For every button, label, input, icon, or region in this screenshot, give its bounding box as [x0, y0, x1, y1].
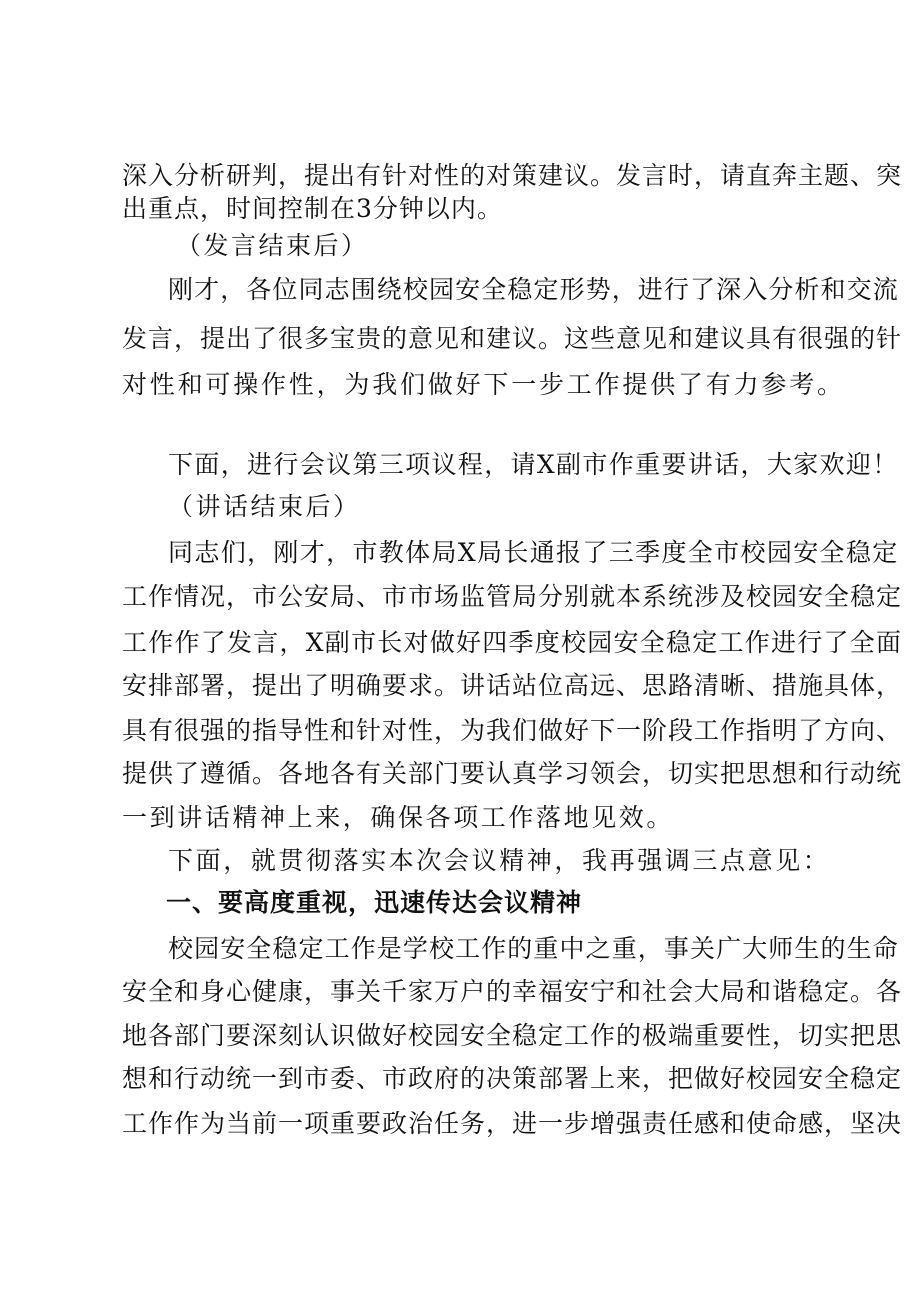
- paragraph-line: 对性和可操作性，为我们做好下一步工作提供了有力参考。: [122, 370, 845, 399]
- paragraph-line: 工作情况，市公安局、市市场监管局分别就本系统涉及校园安全稳定: [122, 582, 903, 611]
- paragraph-line: 想和行动统一到市委、市政府的决策部署上来，把做好校园安全稳定: [122, 1064, 903, 1093]
- paragraph-line: 刚才，各位同志围绕校园安全稳定形势，进行了深入分析和交流: [168, 275, 899, 304]
- section-heading: 一、要高度重视，迅速传达会议精神: [166, 888, 583, 917]
- paragraph-line: 出重点，时间控制在3分钟以内。: [122, 194, 503, 223]
- paragraph-line: 安全和身心健康，事关千家万户的幸福安宁和社会大局和谐稳定。各: [122, 977, 903, 1006]
- paragraph-line: 工作作了发言，X副市长对做好四季度校园安全稳定工作进行了全面: [122, 628, 903, 657]
- paragraph-line: 具有很强的指导性和针对性，为我们做好下一阶段工作指明了方向、: [122, 716, 903, 745]
- stage-direction: （发言结束后）: [176, 231, 369, 260]
- paragraph-line: 提供了遵循。各地各有关部门要认真学习领会，切实把思想和行动统: [122, 759, 903, 788]
- paragraph-line: 下面，就贯彻落实本次会议精神，我再强调三点意见：: [168, 846, 831, 875]
- paragraph-line: 发言，提出了很多宝贵的意见和建议。这些意见和建议具有很强的针: [122, 324, 903, 353]
- paragraph-line: 校园安全稳定工作是学校工作的重中之重，事关广大师生的生命: [168, 934, 899, 963]
- paragraph-line: 一到讲话精神上来，确保各项工作落地见效。: [122, 803, 675, 832]
- paragraph-line: 地各部门要深刻认识做好校园安全稳定工作的极端重要性，切实把思: [122, 1021, 903, 1050]
- paragraph-line: 下面，进行会议第三项议程，请X副市作重要讲话，大家欢迎！: [168, 450, 899, 479]
- stage-direction: （讲话结束后）: [168, 492, 361, 521]
- paragraph-line: 安排部署，提出了明确要求。讲话站位高远、思路清晰、措施具体，: [122, 671, 903, 700]
- paragraph-line: 同志们，刚才，市教体局X局长通报了三季度全市校园安全稳定: [168, 538, 899, 567]
- paragraph-line: 工作作为当前一项重要政治任务，进一步增强责任感和使命感，坚决: [122, 1109, 903, 1138]
- paragraph-line: 深入分析研判，提出有针对性的对策建议。发言时，请直奔主题、突: [122, 161, 903, 190]
